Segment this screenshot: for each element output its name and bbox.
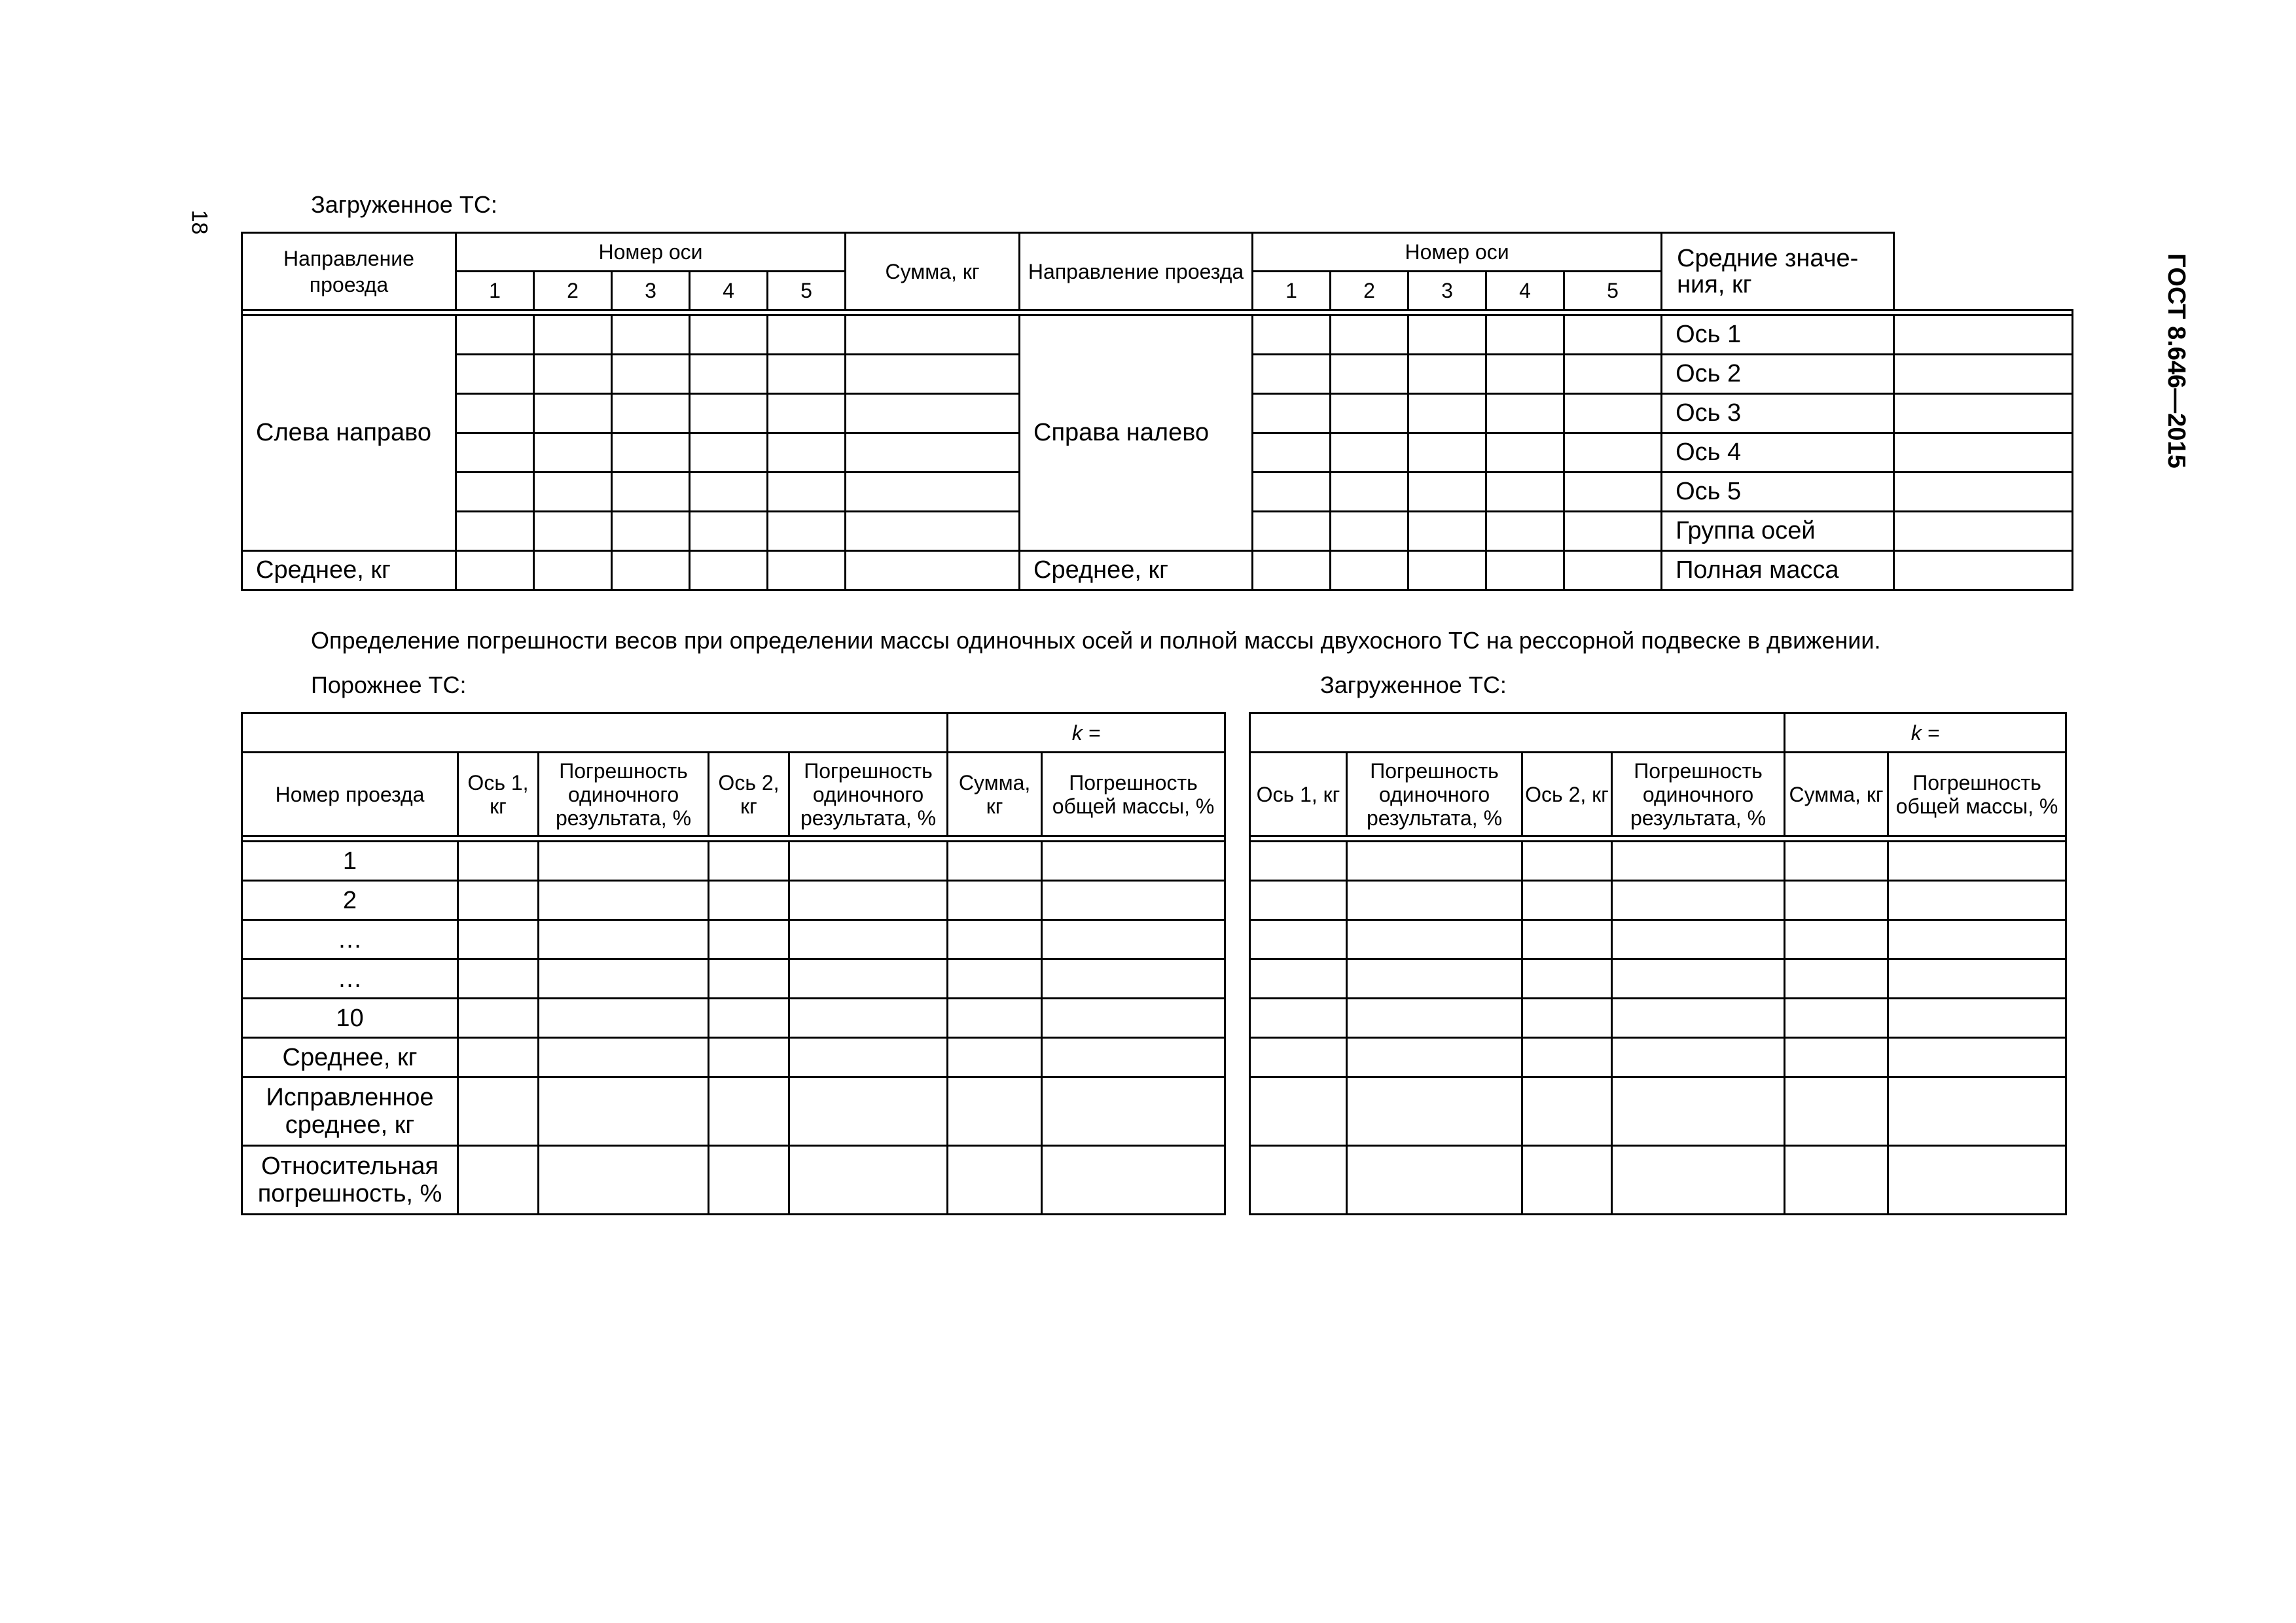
average-value[interactable] bbox=[1894, 551, 2073, 590]
cell[interactable] bbox=[1564, 551, 1662, 590]
header-sum: Сумма, кг bbox=[1785, 753, 1888, 836]
cell-sum[interactable] bbox=[846, 512, 1020, 551]
cell[interactable] bbox=[1347, 881, 1522, 920]
run-row-label: … bbox=[242, 920, 458, 959]
cell[interactable] bbox=[1888, 1146, 2066, 1215]
average-label-axle-3: Ось 3 bbox=[1662, 394, 1894, 433]
loaded-vehicle-table bbox=[1249, 712, 2067, 1215]
cell[interactable] bbox=[709, 1038, 789, 1077]
cell[interactable] bbox=[539, 999, 709, 1038]
cell[interactable] bbox=[1250, 1146, 1347, 1215]
cell[interactable] bbox=[1888, 881, 2066, 920]
cell[interactable] bbox=[458, 1146, 539, 1215]
cell[interactable] bbox=[789, 959, 948, 999]
axle-number-left-3: 3 bbox=[612, 272, 690, 310]
cell[interactable] bbox=[456, 512, 534, 551]
cell[interactable] bbox=[1408, 512, 1486, 551]
cell[interactable] bbox=[690, 433, 768, 473]
cell[interactable] bbox=[1785, 999, 1888, 1038]
cell[interactable] bbox=[948, 920, 1042, 959]
cell[interactable] bbox=[456, 315, 534, 355]
cell[interactable] bbox=[1785, 881, 1888, 920]
axle-number-right-4: 4 bbox=[1486, 272, 1564, 310]
cell[interactable] bbox=[1408, 394, 1486, 433]
header-direction-left: Направление проезда bbox=[242, 233, 456, 310]
cell[interactable] bbox=[1564, 394, 1662, 433]
cell[interactable] bbox=[789, 881, 948, 920]
cell[interactable] bbox=[1253, 512, 1331, 551]
direction-right-to-left: Справа налево bbox=[1020, 315, 1253, 551]
cell[interactable] bbox=[1042, 1146, 1225, 1215]
cell[interactable] bbox=[1612, 1077, 1785, 1146]
cell[interactable] bbox=[690, 315, 768, 355]
cell[interactable] bbox=[1250, 920, 1347, 959]
cell[interactable] bbox=[539, 881, 709, 920]
cell[interactable] bbox=[1253, 473, 1331, 512]
cell[interactable] bbox=[456, 355, 534, 394]
average-kg-right: Среднее, кг bbox=[1020, 551, 1253, 590]
cell[interactable] bbox=[789, 920, 948, 959]
cell[interactable] bbox=[1331, 315, 1408, 355]
average-label-axle-4: Ось 4 bbox=[1662, 433, 1894, 473]
cell[interactable] bbox=[456, 433, 534, 473]
cell[interactable] bbox=[1522, 1038, 1612, 1077]
average-row-label: Среднее, кг bbox=[242, 1038, 458, 1077]
cell[interactable] bbox=[1408, 433, 1486, 473]
cell[interactable] bbox=[1564, 512, 1662, 551]
header-error-single-1: Погрешность одиночного результата, % bbox=[1347, 753, 1522, 836]
average-kg-left: Среднее, кг bbox=[242, 551, 456, 590]
axle-number-right-3: 3 bbox=[1408, 272, 1486, 310]
cell[interactable] bbox=[1331, 551, 1408, 590]
cell[interactable] bbox=[539, 1038, 709, 1077]
cell[interactable] bbox=[1888, 920, 2066, 959]
cell[interactable] bbox=[948, 1077, 1042, 1146]
run-row-label: 1 bbox=[242, 842, 458, 881]
cell[interactable] bbox=[1612, 881, 1785, 920]
axle-number-left-1: 1 bbox=[456, 272, 534, 310]
cell[interactable] bbox=[456, 473, 534, 512]
cell[interactable] bbox=[768, 551, 846, 590]
cell[interactable] bbox=[1486, 512, 1564, 551]
cell[interactable] bbox=[1253, 355, 1331, 394]
cell[interactable] bbox=[948, 959, 1042, 999]
cell[interactable] bbox=[1347, 842, 1522, 881]
cell[interactable] bbox=[1331, 394, 1408, 433]
k-label-loaded: k = bbox=[1785, 713, 2066, 753]
cell[interactable] bbox=[1042, 881, 1225, 920]
header-axle-number-right: Номер оси bbox=[1253, 233, 1662, 272]
cell-sum[interactable] bbox=[846, 394, 1020, 433]
cell[interactable] bbox=[1522, 881, 1612, 920]
cell[interactable] bbox=[1522, 959, 1612, 999]
cell[interactable] bbox=[1486, 433, 1564, 473]
cell[interactable] bbox=[1408, 315, 1486, 355]
cell[interactable] bbox=[690, 394, 768, 433]
header-error-single-1: Погрешность одиночного результата, % bbox=[539, 753, 709, 836]
cell[interactable] bbox=[709, 920, 789, 959]
cell-sum[interactable] bbox=[846, 551, 1020, 590]
cell[interactable] bbox=[1612, 999, 1785, 1038]
cell[interactable] bbox=[458, 881, 539, 920]
cell[interactable] bbox=[1408, 355, 1486, 394]
run-row-label: … bbox=[242, 959, 458, 999]
run-row-label: 10 bbox=[242, 999, 458, 1038]
cell[interactable] bbox=[458, 959, 539, 999]
cell[interactable] bbox=[948, 1038, 1042, 1077]
cell[interactable] bbox=[1486, 473, 1564, 512]
cell[interactable] bbox=[1250, 881, 1347, 920]
cell[interactable] bbox=[534, 355, 612, 394]
cell[interactable] bbox=[612, 473, 690, 512]
cell[interactable] bbox=[1522, 842, 1612, 881]
cell[interactable] bbox=[1408, 551, 1486, 590]
cell[interactable] bbox=[458, 999, 539, 1038]
axle-number-left-2: 2 bbox=[534, 272, 612, 310]
cell[interactable] bbox=[768, 355, 846, 394]
cell[interactable] bbox=[456, 551, 534, 590]
cell[interactable] bbox=[709, 999, 789, 1038]
cell[interactable] bbox=[1522, 999, 1612, 1038]
cell[interactable] bbox=[539, 1146, 709, 1215]
header-error-single-2: Погрешность одиночного результата, % bbox=[1612, 753, 1785, 836]
cell[interactable] bbox=[1253, 551, 1331, 590]
cell[interactable] bbox=[709, 1077, 789, 1146]
header-averages: Средние значе-ния, кг bbox=[1662, 233, 1894, 310]
cell[interactable] bbox=[539, 959, 709, 999]
relative-error-label: Относительная погрешность, % bbox=[242, 1146, 458, 1215]
cell[interactable] bbox=[1042, 1077, 1225, 1146]
page-number: 18 bbox=[187, 209, 212, 235]
header-axle-2: Ось 2, кг bbox=[1522, 753, 1612, 836]
header-error-single-2: Погрешность одиночного результата, % bbox=[789, 753, 948, 836]
axle-number-left-5: 5 bbox=[768, 272, 846, 310]
cell[interactable] bbox=[948, 999, 1042, 1038]
cell[interactable] bbox=[456, 394, 534, 433]
cell[interactable] bbox=[612, 551, 690, 590]
cell[interactable] bbox=[709, 842, 789, 881]
average-label-axle-5: Ось 5 bbox=[1662, 473, 1894, 512]
cell[interactable] bbox=[690, 355, 768, 394]
axle-number-right-2: 2 bbox=[1331, 272, 1408, 310]
average-value[interactable] bbox=[1894, 433, 2073, 473]
cell[interactable] bbox=[539, 842, 709, 881]
cell[interactable] bbox=[789, 1077, 948, 1146]
cell[interactable] bbox=[1347, 1077, 1522, 1146]
cell[interactable] bbox=[612, 433, 690, 473]
cell[interactable] bbox=[768, 394, 846, 433]
direction-left-to-right: Слева направо bbox=[242, 315, 456, 551]
cell[interactable] bbox=[534, 512, 612, 551]
cell[interactable] bbox=[1331, 355, 1408, 394]
cell-sum[interactable] bbox=[846, 315, 1020, 355]
k-label-empty: k = bbox=[948, 713, 1225, 753]
cell[interactable] bbox=[1042, 999, 1225, 1038]
cell[interactable] bbox=[1888, 1038, 2066, 1077]
cell[interactable] bbox=[1253, 394, 1331, 433]
cell[interactable] bbox=[1785, 1077, 1888, 1146]
cell[interactable] bbox=[1612, 959, 1785, 999]
cell[interactable] bbox=[1888, 959, 2066, 999]
cell[interactable] bbox=[534, 473, 612, 512]
cell[interactable] bbox=[709, 959, 789, 999]
cell-sum[interactable] bbox=[846, 433, 1020, 473]
cell[interactable] bbox=[612, 315, 690, 355]
average-value[interactable] bbox=[1894, 512, 2073, 551]
cell[interactable] bbox=[1347, 1038, 1522, 1077]
header-error-total: Погрешность общей массы, % bbox=[1042, 753, 1225, 836]
cell[interactable] bbox=[612, 394, 690, 433]
k-spacer bbox=[1250, 713, 1785, 753]
cell-sum[interactable] bbox=[846, 355, 1020, 394]
cell[interactable] bbox=[1785, 842, 1888, 881]
cell[interactable] bbox=[1486, 315, 1564, 355]
cell[interactable] bbox=[1331, 433, 1408, 473]
cell[interactable] bbox=[768, 512, 846, 551]
run-row-label: 2 bbox=[242, 881, 458, 920]
header-axle-number-left: Номер оси bbox=[456, 233, 846, 272]
header-axle-2: Ось 2, кг bbox=[709, 753, 789, 836]
cell[interactable] bbox=[1564, 433, 1662, 473]
axle-number-left-4: 4 bbox=[690, 272, 768, 310]
cell[interactable] bbox=[1250, 999, 1347, 1038]
average-value[interactable] bbox=[1894, 473, 2073, 512]
description: Определение погрешности весов при определении массы одиночных осей и полной массы двухосного ТС на рессорной подвеске в движении. bbox=[311, 627, 1881, 654]
empty-vehicle-table bbox=[241, 712, 1226, 1215]
caption-loaded-bottom: Загруженное ТС: bbox=[1320, 671, 1507, 698]
cell[interactable] bbox=[1486, 551, 1564, 590]
cell[interactable] bbox=[948, 842, 1042, 881]
cell[interactable] bbox=[534, 551, 612, 590]
cell[interactable] bbox=[1042, 1038, 1225, 1077]
cell[interactable] bbox=[612, 512, 690, 551]
header-empty-corner bbox=[1894, 233, 2073, 310]
cell[interactable] bbox=[1612, 1038, 1785, 1077]
average-label-axle-group: Группа осей bbox=[1662, 512, 1894, 551]
cell[interactable] bbox=[1347, 999, 1522, 1038]
cell[interactable] bbox=[458, 1038, 539, 1077]
header-run-number: Номер проезда bbox=[242, 753, 458, 836]
cell[interactable] bbox=[690, 473, 768, 512]
cell[interactable] bbox=[768, 315, 846, 355]
cell[interactable] bbox=[709, 881, 789, 920]
cell-sum[interactable] bbox=[846, 473, 1020, 512]
cell[interactable] bbox=[948, 1146, 1042, 1215]
cell[interactable] bbox=[1253, 315, 1331, 355]
cell[interactable] bbox=[458, 1077, 539, 1146]
cell[interactable] bbox=[1347, 959, 1522, 999]
cell[interactable] bbox=[539, 920, 709, 959]
cell[interactable] bbox=[1785, 1038, 1888, 1077]
cell[interactable] bbox=[534, 394, 612, 433]
cell[interactable] bbox=[1042, 842, 1225, 881]
axle-number-right-5: 5 bbox=[1564, 272, 1662, 310]
average-label-axle-2: Ось 2 bbox=[1662, 355, 1894, 394]
cell[interactable] bbox=[1042, 920, 1225, 959]
cell[interactable] bbox=[1331, 473, 1408, 512]
cell[interactable] bbox=[1486, 355, 1564, 394]
cell[interactable] bbox=[1042, 959, 1225, 999]
cell[interactable] bbox=[1250, 1038, 1347, 1077]
cell[interactable] bbox=[534, 433, 612, 473]
cell[interactable] bbox=[1888, 842, 2066, 881]
header-axle-1: Ось 1, кг bbox=[458, 753, 539, 836]
cell[interactable] bbox=[458, 842, 539, 881]
average-value[interactable] bbox=[1894, 355, 2073, 394]
cell[interactable] bbox=[1347, 920, 1522, 959]
cell[interactable] bbox=[612, 355, 690, 394]
cell[interactable] bbox=[1888, 1077, 2066, 1146]
cell[interactable] bbox=[534, 315, 612, 355]
caption-empty: Порожнее ТС: bbox=[311, 671, 467, 698]
cell[interactable] bbox=[1522, 1077, 1612, 1146]
average-value[interactable] bbox=[1894, 315, 2073, 355]
cell[interactable] bbox=[539, 1077, 709, 1146]
header-direction-right: Направление проезда bbox=[1020, 233, 1253, 310]
corrected-average-label: Исправленное среднее, кг bbox=[242, 1077, 458, 1146]
cell[interactable] bbox=[690, 551, 768, 590]
cell[interactable] bbox=[1250, 1077, 1347, 1146]
cell[interactable] bbox=[1250, 959, 1347, 999]
cell[interactable] bbox=[1564, 355, 1662, 394]
cell[interactable] bbox=[690, 512, 768, 551]
header-error-total: Погрешность общей массы, % bbox=[1888, 753, 2066, 836]
cell[interactable] bbox=[1250, 842, 1347, 881]
cell[interactable] bbox=[789, 999, 948, 1038]
cell[interactable] bbox=[1522, 1146, 1612, 1215]
cell[interactable] bbox=[948, 881, 1042, 920]
header-sum: Сумма, кг bbox=[846, 233, 1020, 310]
document-id: ГОСТ 8.646—2015 bbox=[2162, 253, 2190, 469]
average-label-axle-1: Ось 1 bbox=[1662, 315, 1894, 355]
header-sum: Сумма, кг bbox=[948, 753, 1042, 836]
cell[interactable] bbox=[768, 433, 846, 473]
k-spacer bbox=[242, 713, 948, 753]
cell[interactable] bbox=[1612, 1146, 1785, 1215]
cell[interactable] bbox=[1408, 473, 1486, 512]
cell[interactable] bbox=[1785, 1146, 1888, 1215]
cell[interactable] bbox=[1486, 394, 1564, 433]
average-value[interactable] bbox=[1894, 394, 2073, 433]
average-label-gross-mass: Полная масса bbox=[1662, 551, 1894, 590]
header-axle-1: Ось 1, кг bbox=[1250, 753, 1347, 836]
caption-loaded-top: Загруженное ТС: bbox=[311, 191, 497, 218]
cell[interactable] bbox=[789, 1146, 948, 1215]
cell[interactable] bbox=[1564, 473, 1662, 512]
cell[interactable] bbox=[789, 1038, 948, 1077]
cell[interactable] bbox=[1785, 920, 1888, 959]
cell[interactable] bbox=[709, 1146, 789, 1215]
cell[interactable] bbox=[1612, 842, 1785, 881]
cell[interactable] bbox=[1785, 959, 1888, 999]
cell[interactable] bbox=[1888, 999, 2066, 1038]
cell[interactable] bbox=[1564, 315, 1662, 355]
cell[interactable] bbox=[1347, 1146, 1522, 1215]
cell[interactable] bbox=[458, 920, 539, 959]
axle-number-right-1: 1 bbox=[1253, 272, 1331, 310]
cell[interactable] bbox=[768, 473, 846, 512]
cell[interactable] bbox=[1612, 920, 1785, 959]
cell[interactable] bbox=[1331, 512, 1408, 551]
cell[interactable] bbox=[1253, 433, 1331, 473]
cell[interactable] bbox=[1522, 920, 1612, 959]
loaded-axle-table bbox=[241, 232, 2073, 591]
cell[interactable] bbox=[789, 842, 948, 881]
